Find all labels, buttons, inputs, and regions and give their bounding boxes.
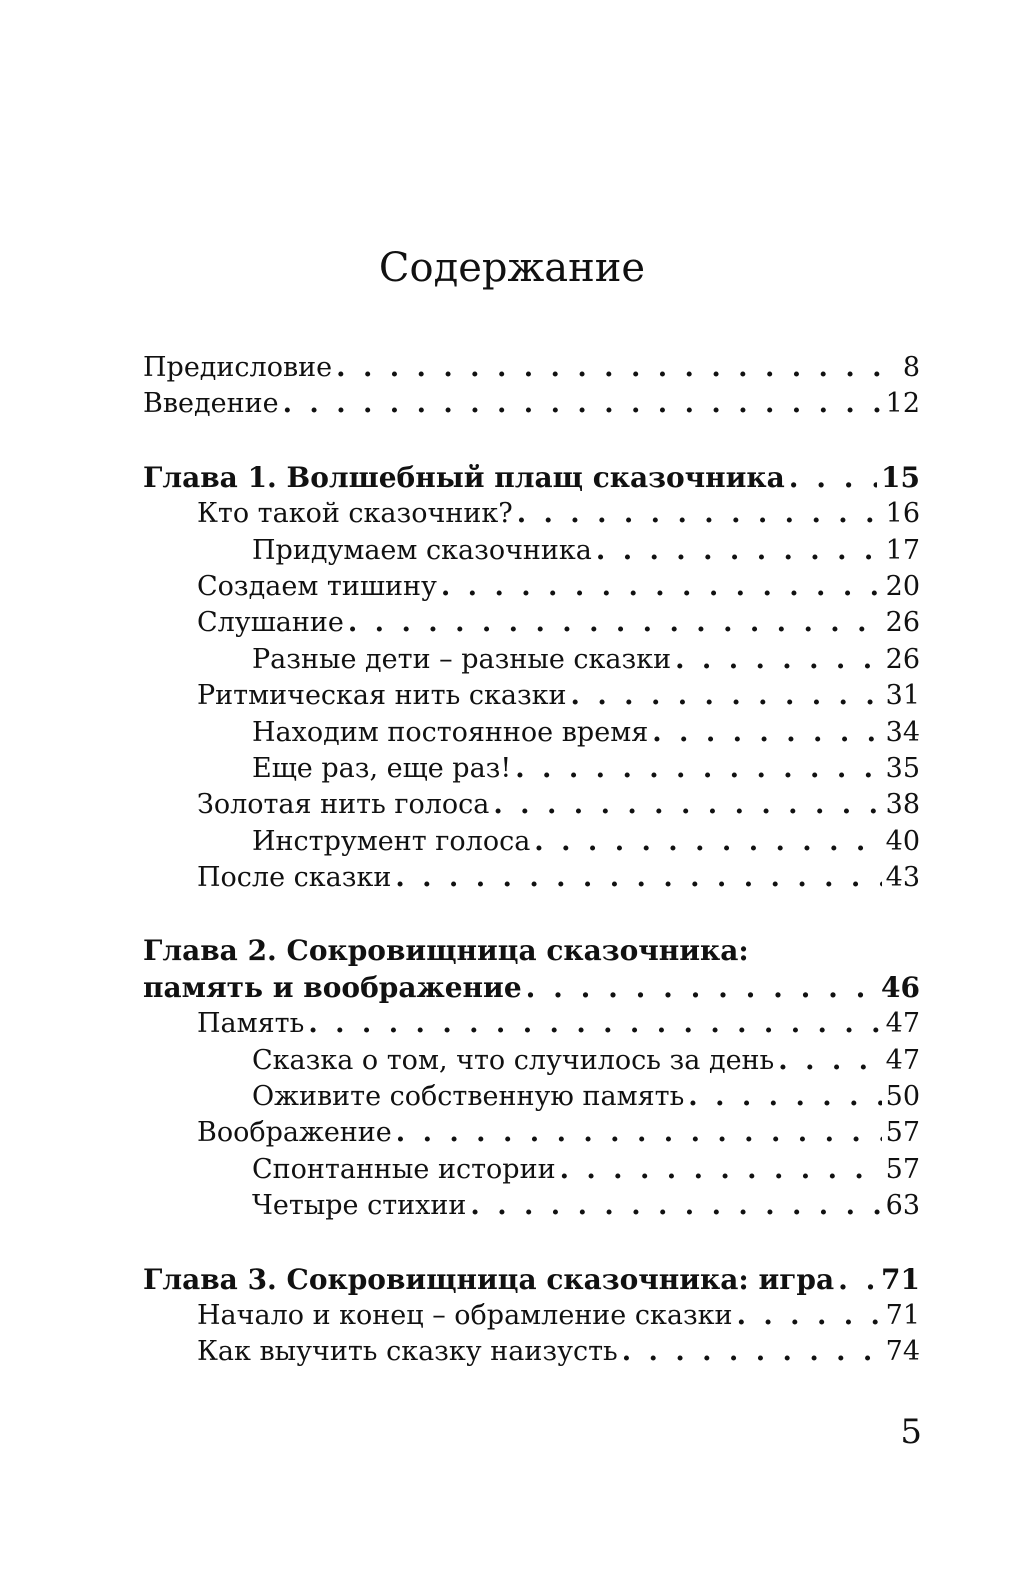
toc-entry[interactable] <box>143 1079 920 1115</box>
toc-entry-page: 17 <box>885 534 920 566</box>
toc-entry-title: Введение <box>143 388 279 420</box>
toc-entry[interactable] <box>143 1043 920 1079</box>
page-number: 5 <box>900 1412 922 1452</box>
toc-entry-page: 31 <box>885 680 920 712</box>
toc-entry-page: 26 <box>885 643 920 675</box>
dot-leader <box>688 1079 881 1115</box>
dot-leader <box>560 1152 882 1188</box>
dot-leader <box>348 605 882 641</box>
dot-leader <box>470 1188 881 1224</box>
dot-leader <box>622 1334 882 1370</box>
toc-entry[interactable] <box>143 605 920 641</box>
toc-entry-title: Разные дети – разные сказки <box>252 643 672 675</box>
toc-entry-page: 20 <box>885 570 920 602</box>
dot-leader <box>789 460 877 496</box>
toc-entry-title: Оживите собственную память <box>252 1081 685 1113</box>
toc-entry[interactable] <box>143 751 920 787</box>
toc-chapter-page: 71 <box>881 1262 920 1296</box>
toc-entry-title: Находим постоянное время <box>252 716 649 748</box>
toc-entry-page: 43 <box>885 862 920 894</box>
toc-entry-title: Кто такой сказочник? <box>197 498 513 530</box>
toc-entry-page: 57 <box>885 1153 920 1185</box>
toc-entry[interactable] <box>143 787 920 823</box>
dot-leader <box>308 1006 881 1042</box>
toc-entry-page: 8 <box>902 352 920 383</box>
dot-leader <box>336 350 899 386</box>
dot-leader <box>652 715 881 751</box>
toc-entry-title: После сказки <box>197 862 392 894</box>
toc-entry-page: 40 <box>885 825 920 857</box>
dot-leader <box>283 386 882 422</box>
toc-entry[interactable] <box>143 496 920 532</box>
toc-entry[interactable] <box>143 1152 920 1188</box>
toc-entry-title: Память <box>197 1008 305 1040</box>
toc-chapter-title: Глава 3. Сокровищница сказочника: игра <box>143 1262 835 1296</box>
toc-entry-title: Золотая нить голоса <box>197 789 490 821</box>
table-of-contents <box>143 350 920 1371</box>
toc-entry-introduction[interactable] <box>143 386 920 422</box>
dot-leader <box>395 860 881 896</box>
toc-entry-page: 50 <box>885 1081 920 1113</box>
toc-entry-page: 63 <box>885 1190 920 1222</box>
toc-entry-title: Придумаем сказочника <box>252 534 592 566</box>
toc-entry-page: 74 <box>885 1336 920 1368</box>
toc-entry-page: 34 <box>885 716 920 748</box>
dot-leader <box>515 751 881 787</box>
toc-entry[interactable] <box>143 824 920 860</box>
dot-leader <box>571 678 882 714</box>
toc-entry[interactable] <box>143 642 920 678</box>
dot-leader <box>441 569 882 605</box>
toc-entry[interactable] <box>143 1006 920 1042</box>
dot-leader <box>675 642 882 678</box>
toc-entry[interactable] <box>143 1298 920 1334</box>
dot-leader <box>517 496 882 532</box>
toc-chapter-2[interactable] <box>143 970 920 1006</box>
toc-entry[interactable] <box>143 569 920 605</box>
toc-entry[interactable] <box>143 1115 920 1151</box>
toc-entry-title: Еще раз, еще раз! <box>252 752 512 784</box>
toc-entry-title: Как выучить сказку наизусть <box>197 1336 618 1368</box>
dot-leader <box>737 1298 882 1334</box>
toc-entry[interactable] <box>143 715 920 751</box>
toc-entry-page: 57 <box>885 1117 920 1149</box>
dot-leader <box>778 1043 881 1079</box>
toc-entry-page: 47 <box>885 1044 920 1076</box>
toc-entry[interactable] <box>143 1334 920 1370</box>
toc-entry-title: Слушание <box>197 607 344 639</box>
toc-chapter-3[interactable] <box>143 1262 920 1298</box>
toc-entry-page: 47 <box>885 1008 920 1040</box>
toc-chapter-1[interactable] <box>143 460 920 496</box>
dot-leader <box>534 824 881 860</box>
toc-entry-page: 26 <box>885 607 920 639</box>
toc-entry-preface[interactable] <box>143 350 920 386</box>
page-title: Содержание <box>378 245 646 291</box>
toc-chapter-2-title-line1[interactable]: Глава 2. Сокровищница сказочника: <box>143 934 749 968</box>
toc-entry-title: Четыре стихии <box>252 1190 467 1222</box>
toc-entry-title: Создаем тишину <box>197 570 437 602</box>
toc-entry-title: Сказка о том, что случилось за день <box>252 1044 775 1076</box>
toc-entry[interactable] <box>143 678 920 714</box>
toc-chapter-title: память и воображение <box>143 970 522 1004</box>
dot-leader <box>493 787 881 823</box>
toc-entry-page: 38 <box>885 789 920 821</box>
toc-entry-title: Инструмент голоса <box>252 825 531 857</box>
toc-entry-page: 12 <box>885 388 920 420</box>
toc-entry-title: Воображение <box>197 1117 392 1149</box>
toc-entry-title: Начало и конец – обрамление сказки <box>197 1299 733 1331</box>
dot-leader <box>526 970 877 1006</box>
toc-entry-title: Спонтанные истории <box>252 1153 556 1185</box>
dot-leader <box>596 533 882 569</box>
toc-entry-page: 35 <box>885 752 920 784</box>
dot-leader <box>838 1262 877 1298</box>
toc-entry[interactable] <box>143 860 920 896</box>
toc-entry-page: 16 <box>885 498 920 530</box>
dot-leader <box>396 1115 882 1151</box>
toc-chapter-page: 15 <box>881 460 920 494</box>
toc-entry[interactable] <box>143 1188 920 1224</box>
toc-entry[interactable] <box>143 533 920 569</box>
toc-entry-title: Предисловие <box>143 352 333 383</box>
toc-entry-title: Ритмическая нить сказки <box>197 680 567 712</box>
toc-chapter-title: Глава 1. Волшебный плащ сказочника <box>143 460 785 494</box>
toc-chapter-page: 46 <box>881 970 920 1004</box>
toc-entry-page: 71 <box>885 1299 920 1331</box>
